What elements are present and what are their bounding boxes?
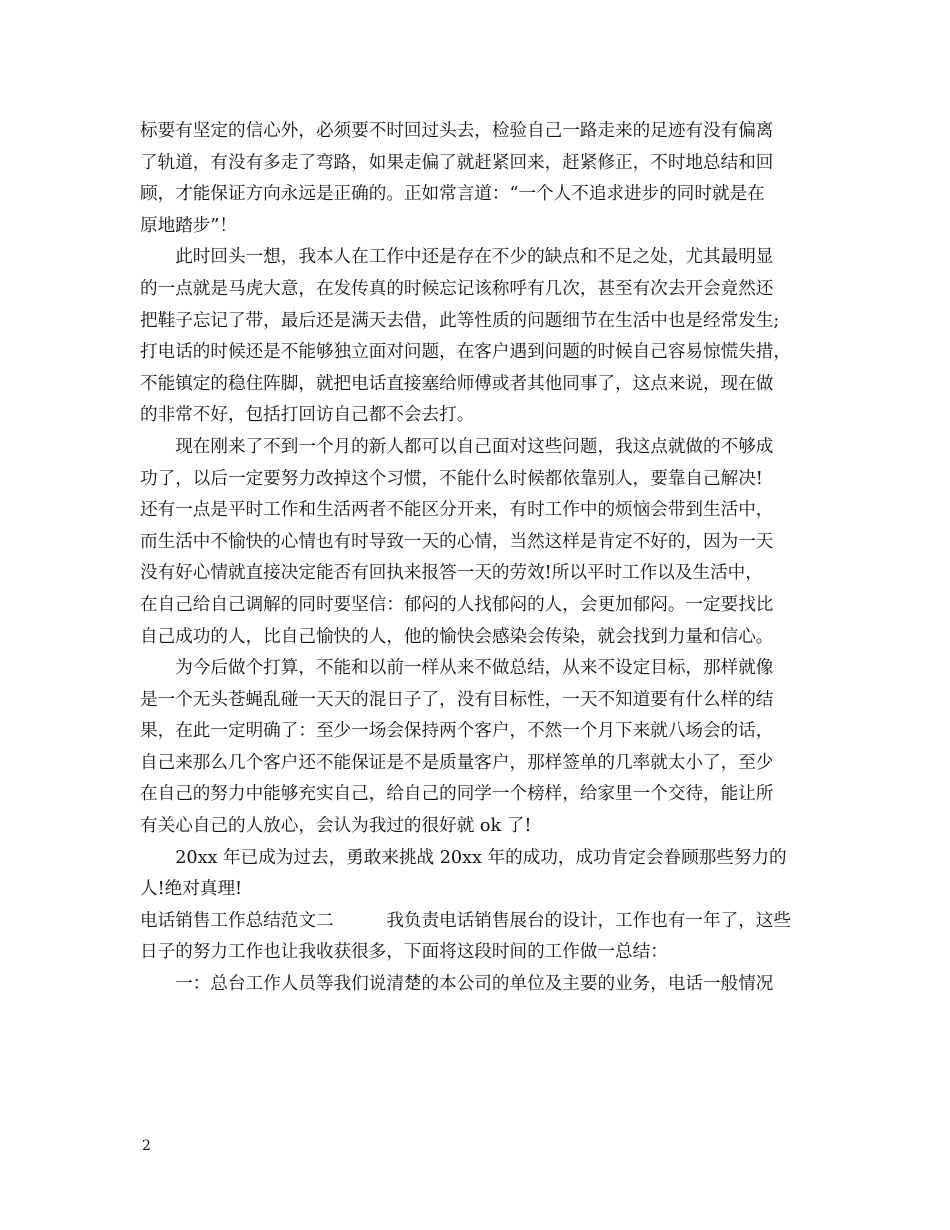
text-line: 了轨道，有没有多走了弯路，如果走偏了就赶紧回来，赶紧修正，不时地总结和回 <box>140 152 774 173</box>
text-line: 没有好心情就直接决定能否有回执来报答一天的劳效!所以平时工作以及生活中， <box>140 563 763 584</box>
text-line: 打电话的时候还是不能够独立面对问题，在客户遇到问题的时候自己容易惊慌失措， <box>140 342 791 363</box>
text-line: 的非常不好，包括打回访自己都不会去打。 <box>140 405 475 426</box>
text-line: 自己成功的人，比自己愉快的人，他的愉快会感染会传染，就会找到力量和信心。 <box>140 626 774 647</box>
text-line: 功了，以后一定要努力改掉这个习惯，不能什么时候都依靠别人，要靠自己解决! <box>140 468 763 489</box>
text-line: 原地踏步”！ <box>140 215 237 236</box>
text-line: 不能镇定的稳住阵脚，就把电话直接塞给师傅或者其他同事了，这点来说，现在做 <box>140 373 774 394</box>
document-body <box>140 116 810 1001</box>
text-line: 一：总台工作人员等我们说清楚的本公司的单位及主要的业务，电话一般情况 <box>140 974 774 995</box>
text-line: 有关心自己的人放心，会认为我过的很好就 ok 了! <box>140 816 532 837</box>
text-line: 人!绝对真理! <box>140 879 243 900</box>
text-line: 日子的努力工作也让我收获很多，下面将这段时间的工作做一总结： <box>140 942 668 963</box>
text-line: 还有一点是平时工作和生活两者不能区分开来，有时工作中的烦恼会带到生活中， <box>140 500 774 521</box>
text-line: 把鞋子忘记了带，最后还是满天去借，此等性质的问题细节在生活中也是经常发生; <box>140 310 780 331</box>
text-line: 果，在此一定明确了：至少一场会保持两个客户，不然一个月下来就八场会的话， <box>140 721 774 742</box>
text-line: 此时回头一想，我本人在工作中还是存在不少的缺点和不足之处，尤其最明显 <box>140 247 774 268</box>
text-line: 而生活中不愉快的心情也有时导致一天的心情，当然这样是肯定不好的，因为一天 <box>140 531 774 552</box>
text-line: 20xx 年已成为过去，勇敢来挑战 20xx 年的成功，成功肯定会眷顾那些努力的 <box>140 847 787 868</box>
text-line: 顾，才能保证方向永远是正确的。正如常言道：“一个人不追求进步的同时就是在 <box>140 184 765 205</box>
text-line: 在自己的努力中能够充实自己，给自己的同学一个榜样，给家里一个交待，能让所 <box>140 784 774 805</box>
text-line: 标要有坚定的信心外，必须要不时回过头去，检验自己一路走来的足迹有没有偏离 <box>140 121 774 141</box>
text-line: 是一个无头苍蝇乱碰一天天的混日子了，没有目标性，一天不知道要有什么样的结 <box>140 689 774 710</box>
text-line: 为今后做个打算，不能和以前一样从来不做总结，从来不设定目标，那样就像 <box>140 658 774 679</box>
page-number: 2 <box>142 1138 151 1154</box>
text-line: 在自己给自己调解的同时要坚信：郁闷的人找郁闷的人，会更加郁闷。一定要找比 <box>140 594 774 615</box>
text-line: 电话销售工作总结范文二 我负责电话销售展台的设计，工作也有一年了，这些 <box>140 910 791 931</box>
text-line: 自己来那么几个客户还不能保证是不是质量客户，那样签单的几率就太小了，至少 <box>140 752 774 773</box>
text-line: 现在刚来了不到一个月的新人都可以自己面对这些问题，我这点就做的不够成 <box>140 436 774 457</box>
text-line: 的一点就是马虎大意，在发传真的时候忘记该称呼有几次，甚至有次去开会竟然还 <box>140 278 774 299</box>
